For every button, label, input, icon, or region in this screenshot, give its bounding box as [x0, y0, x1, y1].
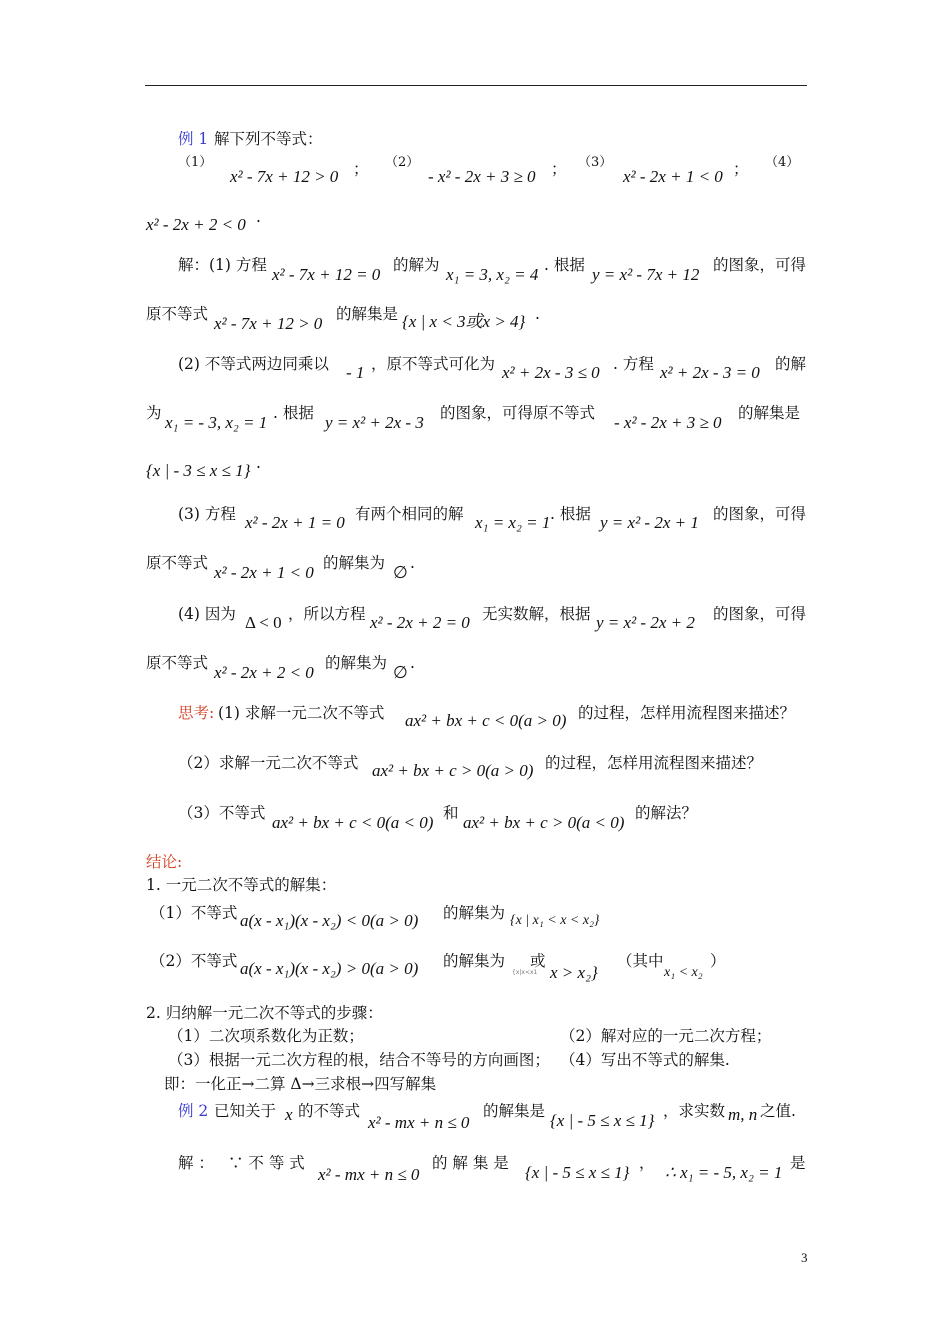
sol3-roots: x₁ = x₂ = 1: [475, 513, 551, 532]
sol3-text-a: (3) 方程: [178, 505, 236, 523]
rule-2-solution-set: x > x₂}: [550, 963, 598, 982]
example-2-solution-set-2: {x | - 5 ≤ x ≤ 1}: [525, 1163, 630, 1182]
sol4-text-b: ，所以方程: [288, 605, 366, 623]
step-3: （3）根据一元二次方程的根，结合不等号的方向画图；: [168, 1051, 550, 1069]
rule-2-text-c: 或: [530, 952, 546, 970]
think-q3-text-c: 的解法？: [635, 804, 698, 822]
sol2-equation: x² + 2x - 3 = 0: [660, 363, 760, 382]
sol4-text-d: 的图象，可得: [713, 605, 807, 623]
sol2-period: .: [256, 454, 261, 472]
sol3-line2-text-b: 的解集为: [323, 554, 386, 572]
sol2-text-c: . 方程: [613, 355, 654, 373]
item-4-label: （4）: [765, 155, 800, 170]
sol2-line2-text-b: . 根据: [273, 404, 314, 422]
example-2-solution-set: {x | - 5 ≤ x ≤ 1}: [550, 1111, 655, 1130]
sol2-line2-text-c: 的图象，可得原不等式: [440, 404, 596, 422]
step-1: （1）二次项系数化为正数；: [168, 1027, 364, 1045]
think-q2-text-a: （2）求解一元二次不等式: [178, 754, 359, 772]
think-q3-text-b: 和: [443, 804, 459, 822]
item-3-label: （3）: [578, 155, 613, 170]
example-2-text-a: 已知关于: [214, 1102, 277, 1120]
sol2-inequality-transformed: x² + 2x - 3 ≤ 0: [502, 363, 600, 382]
sol4-text-a: (4) 因为: [178, 605, 236, 623]
example-2-text-e: 之值.: [760, 1102, 796, 1120]
sol2-function: y = x² + 2x - 3: [325, 413, 424, 432]
step-4: （4）写出不等式的解集.: [560, 1051, 730, 1069]
conclusion-heading-2: 2. 归纳解一元二次不等式的步骤：: [146, 1004, 383, 1022]
empty-set-symbol: ∅: [393, 563, 408, 582]
rule-2-root-order: x₁ < x₂: [664, 965, 703, 980]
item-2-label: （2）: [385, 155, 420, 170]
rule-1-text-b: 的解集为: [443, 904, 506, 922]
example-2-label: 例 2: [178, 1102, 209, 1120]
sol2-text-d: 的解: [775, 355, 807, 373]
sol4-function: y = x² - 2x + 2: [596, 613, 695, 632]
rule-1-solution-set: {x | x₁ < x < x₂}: [510, 913, 600, 928]
sol2-line2-text-d: 的解集是: [738, 404, 801, 422]
example-2-text-c: 的解集是: [483, 1102, 546, 1120]
example-2-text-f: 是: [790, 1154, 806, 1172]
sol1-line2-text-a: 原不等式: [146, 305, 209, 323]
sol2-roots: x₁ = - 3, x₂ = 1: [165, 413, 268, 432]
sol4-period: .: [410, 654, 415, 672]
think-q3-inequality-b: ax² + bx + c > 0(a < 0): [463, 813, 625, 832]
sol3-text-d: 的图象，可得: [713, 505, 807, 523]
rule-2-solution-fragment: {x|x<x1: [512, 969, 538, 976]
sol2-text-b: ，原不等式可化为: [371, 355, 496, 373]
item-3-sep: ；: [733, 160, 749, 178]
example-2-text-d: ，求实数: [663, 1102, 726, 1120]
sol1-text-a: 解：(1) 方程: [178, 256, 267, 274]
rule-2-text-a: （2）不等式: [150, 952, 238, 970]
example-2-unknowns: m, n: [728, 1105, 758, 1124]
page-number: 3: [801, 1250, 808, 1265]
sol2-text-a: (2) 不等式两边同乘以: [178, 355, 329, 373]
sol1-line2-text-b: 的解集是: [336, 305, 399, 323]
sol4-line2-text-b: 的解集为: [325, 654, 388, 672]
empty-set-symbol: ∅: [393, 663, 408, 682]
sol3-period: .: [410, 554, 415, 572]
example-1-label: 例 1: [178, 130, 209, 148]
rule-2-inequality: a(x - x₁)(x - x₂) > 0(a > 0): [240, 959, 419, 978]
example-2-solution-start: 解 ：: [178, 1154, 214, 1172]
rule-2-text-b: 的解集为: [443, 952, 506, 970]
sol4-equation: x² - 2x + 2 = 0: [370, 613, 470, 632]
example-2-solution-because: ∵ 不 等 式: [228, 1154, 305, 1172]
think-q1-text-b: 的过程，怎样用流程图来描述？: [578, 704, 796, 722]
item-3-inequality: x² - 2x + 1 < 0: [623, 167, 723, 186]
sol2-factor: - 1: [346, 363, 365, 382]
item-1-label: （1）: [178, 155, 213, 170]
header-rule: [145, 85, 807, 86]
steps-summary: 即：一化正→二算 Δ→三求根→四写解集: [164, 1075, 437, 1093]
sol1-text-b: 的解为: [393, 256, 440, 274]
example-2-text-b: 的不等式: [298, 1102, 361, 1120]
sol2-inequality: - x² - 2x + 3 ≥ 0: [614, 413, 722, 432]
think-q2-inequality: ax² + bx + c > 0(a > 0): [372, 761, 534, 780]
sol3-inequality: x² - 2x + 1 < 0: [214, 563, 314, 582]
sol1-text-c: . 根据: [544, 256, 585, 274]
sol2-line2-text-a: 为: [146, 404, 162, 422]
sol3-function: y = x² - 2x + 1: [600, 513, 699, 532]
think-q1-inequality: ax² + bx + c < 0(a > 0): [405, 711, 567, 730]
sol1-period: .: [535, 305, 540, 323]
example-1-title: 解下列不等式：: [214, 130, 323, 148]
example-2-solution-inequality: x² - mx + n ≤ 0: [318, 1165, 420, 1184]
rule-1-text-a: （1）不等式: [150, 904, 238, 922]
sol3-line2-text-a: 原不等式: [146, 554, 209, 572]
rule-2-text-d: （其中: [617, 952, 664, 970]
sol2-solution-set: {x | - 3 ≤ x ≤ 1}: [146, 461, 251, 480]
rule-1-inequality: a(x - x₁)(x - x₂) < 0(a > 0): [240, 911, 419, 930]
sol4-line2-text-a: 原不等式: [146, 654, 209, 672]
conclusion-label: 结论:: [146, 853, 183, 871]
item-4-sep: .: [256, 208, 261, 226]
item-2-sep: ；: [551, 160, 567, 178]
sol1-text-d: 的图象，可得: [713, 256, 807, 274]
sol4-text-c: 无实数解，根据: [482, 605, 591, 623]
example-2-comma: ，: [639, 1154, 655, 1172]
item-1-sep: ；: [353, 160, 369, 178]
think-q2-text-b: 的过程，怎样用流程图来描述？: [545, 754, 763, 772]
think-q3-inequality-a: ax² + bx + c < 0(a < 0): [272, 813, 434, 832]
example-2-inequality: x² - mx + n ≤ 0: [368, 1113, 470, 1132]
think-label: 思考:: [178, 704, 215, 722]
think-q3-text-a: （3）不等式: [178, 804, 266, 822]
sol1-roots: x₁ = 3, x₂ = 4: [446, 265, 539, 284]
sol4-discriminant: Δ < 0: [245, 613, 282, 632]
conclusion-heading-1: 1. 一元二次不等式的解集：: [146, 876, 337, 894]
item-4-inequality: x² - 2x + 2 < 0: [146, 215, 246, 234]
sol3-text-b: 有两个相同的解: [355, 505, 464, 523]
sol1-equation: x² - 7x + 12 = 0: [272, 265, 381, 284]
example-2-variable: x: [285, 1105, 293, 1124]
sol1-solution-set: {x | x < 3或x > 4}: [402, 312, 526, 331]
sol4-inequality: x² - 2x + 2 < 0: [214, 663, 314, 682]
step-2: （2）解对应的一元二次方程；: [560, 1027, 772, 1045]
think-q1-text-a: (1) 求解一元二次不等式: [218, 704, 385, 722]
item-2-inequality: - x² - 2x + 3 ≥ 0: [428, 167, 536, 186]
sol3-equation: x² - 2x + 1 = 0: [245, 513, 345, 532]
sol3-text-c: . 根据: [550, 505, 591, 523]
rule-2-text-e: ）: [710, 952, 726, 970]
example-2-solution-text: 的 解 集 是: [432, 1154, 509, 1172]
sol1-function: y = x² - 7x + 12: [592, 265, 700, 284]
example-2-roots: ∴ x₁ = - 5, x₂ = 1: [665, 1163, 783, 1182]
sol1-inequality: x² - 7x + 12 > 0: [214, 314, 323, 333]
item-1-inequality: x² - 7x + 12 > 0: [230, 167, 339, 186]
